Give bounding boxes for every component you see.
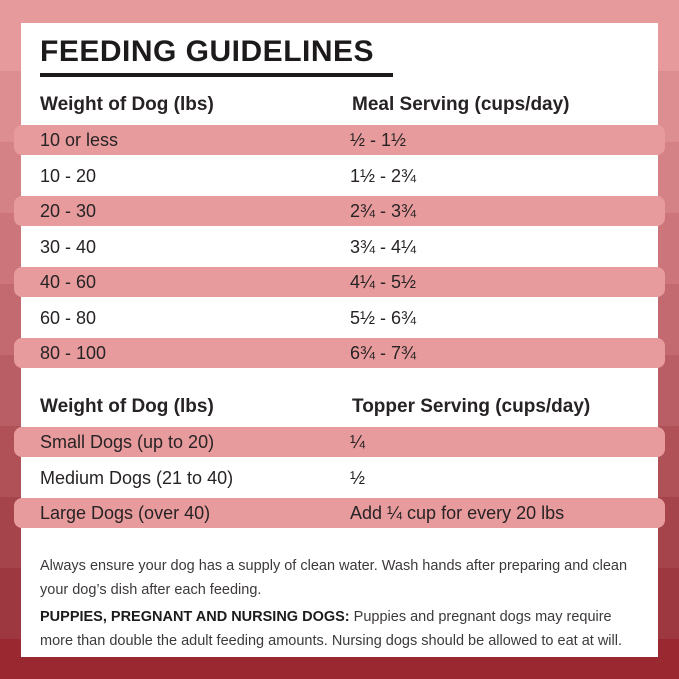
serving-cell: ½ (350, 467, 366, 488)
serving-cell: 5½ - 6¾ (350, 307, 417, 328)
title-underline (40, 73, 393, 77)
table-row (14, 161, 665, 191)
weight-cell: Large Dogs (over 40) (40, 503, 211, 523)
serving-cell: 6¾ - 7¾ (350, 343, 417, 363)
weight-cell: Small Dogs (up to 20) (40, 432, 215, 452)
table-row (14, 303, 665, 333)
serving-cell: 4¼ - 5½ (350, 272, 417, 292)
table-row (14, 498, 665, 528)
table-row (14, 463, 665, 493)
serving-cell: ½ - 1½ (350, 130, 407, 150)
breeding-note (40, 605, 648, 653)
table-row (14, 267, 665, 297)
table-row (14, 125, 665, 155)
table-row (14, 338, 665, 368)
weight-cell: 20 - 30 (40, 201, 97, 221)
weight-cell: 80 - 100 (40, 343, 107, 363)
weight-cell: 30 - 40 (40, 236, 97, 257)
guidelines-card (21, 23, 658, 657)
breeding-note-text: Puppies and pregnant dogs may require more than double the adult feeding amounts. Nursing dogs should be allowed to eat at will. (40, 609, 622, 649)
weight-cell: 40 - 60 (40, 272, 97, 292)
table-row (14, 196, 665, 226)
topper-table-header (21, 396, 658, 418)
serving-cell: Add ¼ cup for every 20 lbs (350, 503, 565, 523)
table-row (14, 232, 665, 262)
meal-table-col-serving: Meal Serving (cups/day) (352, 94, 570, 115)
table-row (14, 427, 665, 457)
meal-table-header (21, 94, 658, 116)
meal-table-rows (14, 125, 665, 374)
serving-cell: ¼ (350, 432, 366, 452)
topper-table-col-weight: Weight of Dog (lbs) (40, 396, 214, 417)
breeding-note-label: PUPPIES, PREGNANT AND NURSING DOGS: (40, 609, 350, 625)
weight-cell: Medium Dogs (21 to 40) (40, 467, 234, 488)
topper-table-col-serving: Topper Serving (cups/day) (352, 396, 591, 417)
serving-cell: 3¾ - 4¼ (350, 236, 417, 257)
weight-cell: 60 - 80 (40, 307, 97, 328)
water-note: Always ensure your dog has a supply of clean water. Wash hands after preparing and clean your dog’s dish after each feeding. (40, 558, 628, 598)
serving-cell: 1½ - 2¾ (350, 165, 417, 186)
weight-cell: 10 - 20 (40, 165, 97, 186)
topper-table-rows (14, 427, 665, 534)
page-title: FEEDING GUIDELINES (40, 35, 375, 68)
serving-cell: 2¾ - 3¾ (350, 201, 417, 221)
meal-table-col-weight: Weight of Dog (lbs) (40, 94, 214, 115)
weight-cell: 10 or less (40, 130, 119, 150)
